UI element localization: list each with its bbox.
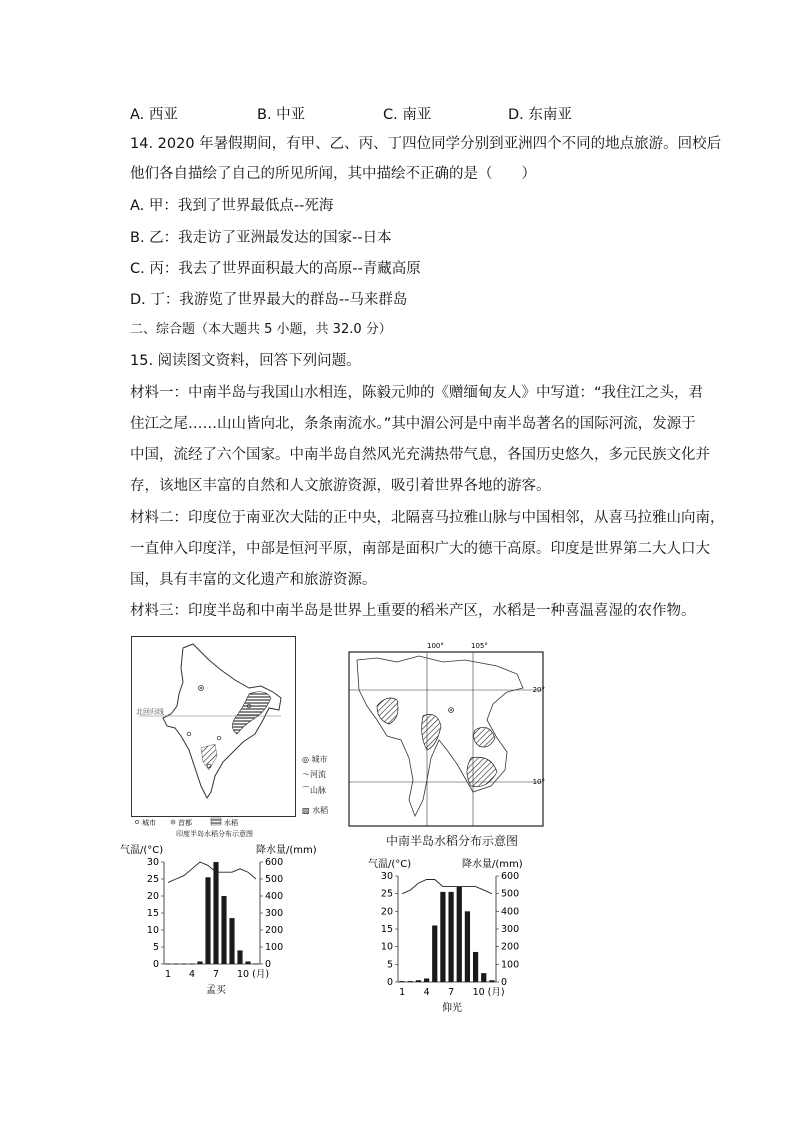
india-map-caption: 印度半岛水稻分布示意图 xyxy=(176,830,253,838)
right-tick-label: 300 xyxy=(265,908,284,919)
precip-bar xyxy=(181,964,186,965)
precip-bar xyxy=(408,981,413,982)
right-tick-label: 600 xyxy=(501,871,520,882)
x-tick-label: 4 xyxy=(423,987,430,998)
precip-bar xyxy=(173,964,178,965)
q14-option-b: B. 乙：我走访了亚洲最发达的国家--日本 xyxy=(130,230,392,246)
precip-bar xyxy=(245,961,250,964)
x-tick-label: 7 xyxy=(213,969,220,980)
mumbai-station-label: 孟买 xyxy=(206,985,226,996)
yangon-left-axis-label: 气温/(°C) xyxy=(368,859,412,870)
q13-option-c: C. 南亚 xyxy=(383,107,432,123)
material1-line2: 住江之尾……山山皆向北，条条南流水。”其中湄公河是中南半岛著名的国际河流，发源于 xyxy=(130,416,696,432)
lon-100-label: 100° xyxy=(427,642,444,650)
precip-bar xyxy=(213,862,218,964)
left-tick-label: 20 xyxy=(146,891,159,902)
right-tick-label: 600 xyxy=(265,857,284,868)
right-tick-label: 500 xyxy=(265,874,284,885)
precip-bar xyxy=(253,963,258,964)
q14-option-a: A. 甲：我到了世界最低点--死海 xyxy=(130,198,334,214)
material2-line3: 国，具有丰富的文化遗产和旅游资源。 xyxy=(130,572,377,588)
precip-bar xyxy=(432,925,437,982)
left-tick-label: 15 xyxy=(146,908,159,919)
q14-stem-line1: 14. 2020 年暑假期间，有甲、乙、丙、丁四位同学分别到亚洲四个不同的地点旅游。回校后 xyxy=(130,136,722,152)
precip-bar xyxy=(473,952,478,982)
climate-chart-yangon xyxy=(362,856,552,1016)
material1-line3: 中国，流经了六个国家。中南半岛自然风光充满热带气息，各国历史悠久，多元民族文化并 xyxy=(130,447,710,463)
left-tick-label: 30 xyxy=(146,857,159,868)
left-tick-label: 15 xyxy=(380,924,393,935)
mumbai-right-axis-label: 降水量/(mm) xyxy=(256,845,317,856)
right-tick-label: 200 xyxy=(501,941,520,953)
mumbai-left-axis-label: 气温/(°C) xyxy=(120,845,164,856)
precip-bar xyxy=(197,961,202,964)
precip-bar xyxy=(489,980,494,982)
tropic-label: 北回归线 xyxy=(136,708,164,716)
left-tick-label: 30 xyxy=(380,871,393,882)
left-tick-label: 5 xyxy=(152,942,159,953)
precip-bar xyxy=(229,918,234,964)
precip-bar xyxy=(416,980,421,982)
precip-bar xyxy=(205,877,210,964)
legend-mountain-item: ⌒山脉 xyxy=(302,786,326,795)
q13-option-d: D. 东南亚 xyxy=(508,107,572,123)
legend-capital: 首都 xyxy=(178,819,192,827)
q14-stem-line2: 他们各自描绘了自己的所见所闻，其中描绘不正确的是（ ） xyxy=(130,166,536,182)
yangon-right-axis-label: 降水量/(mm) xyxy=(462,859,523,870)
temperature-curve xyxy=(168,862,256,882)
right-tick-label: 0 xyxy=(501,977,508,988)
left-tick-label: 0 xyxy=(386,977,393,988)
left-tick-label: 0 xyxy=(152,959,159,970)
left-tick-label: 20 xyxy=(380,906,393,918)
material3-line: 材料三：印度半岛和中南半岛是世界上重要的稻米产区，水稻是一种喜温喜湿的农作物。 xyxy=(130,603,696,619)
legend-river-item: 〜河流 xyxy=(302,770,326,779)
section-heading: 二、综合题（本大题共 5 小题，共 32.0 分） xyxy=(130,322,392,337)
x-tick-label: 4 xyxy=(189,969,196,980)
right-tick-label: 0 xyxy=(265,959,272,970)
precip-bar xyxy=(189,963,194,964)
q13-option-b: B. 中亚 xyxy=(257,107,306,123)
right-tick-label: 400 xyxy=(501,906,520,918)
left-tick-label: 10 xyxy=(380,941,393,953)
yangon-plot xyxy=(381,871,519,998)
q14-option-c: C. 丙：我去了世界面积最大的高原--青藏高原 xyxy=(130,261,421,277)
right-tick-label: 500 xyxy=(501,888,520,900)
indochina-map-caption: 中南半岛水稻分布示意图 xyxy=(386,834,519,848)
q15-stem: 15. 阅读图文资料，回答下列问题。 xyxy=(130,353,361,369)
precip-bar xyxy=(448,892,453,982)
precip-bar xyxy=(465,911,470,982)
legend-city-item: ◎ 城市 xyxy=(302,755,328,764)
right-tick-label: 400 xyxy=(265,891,284,902)
x-tick-label: 10 (月) xyxy=(237,969,270,980)
precip-bar xyxy=(424,978,429,982)
right-tick-label: 300 xyxy=(501,924,520,935)
yangon-station-label: 仰光 xyxy=(442,1003,462,1014)
precip-bar xyxy=(481,973,486,982)
material2-line2: 一直伸入印度洋，中部是恒河平原，南部是面积广大的德干高原。印度是世界第二大人口大 xyxy=(130,541,710,557)
precip-bar xyxy=(399,981,404,982)
legend-rice-item: ▨ 水稻 xyxy=(302,806,329,815)
indochina-rice-map xyxy=(347,640,547,830)
left-tick-label: 25 xyxy=(146,874,159,885)
material2-line1: 材料二：印度位于南亚次大陆的正中央，北隔喜马拉雅山脉与中国相邻，从喜马拉雅山向南， xyxy=(130,510,725,526)
right-tick-label: 100 xyxy=(501,959,520,971)
lat-20-label: 20° xyxy=(532,686,545,694)
legend-rice: 水稻 xyxy=(224,819,238,827)
right-tick-label: 200 xyxy=(265,925,284,936)
q13-option-a: A. 西亚 xyxy=(130,107,178,123)
precip-bar xyxy=(165,963,170,964)
x-tick-label: 10 (月) xyxy=(472,987,505,998)
q14-option-d: D. 丁：我游览了世界最大的群岛--马来群岛 xyxy=(130,292,408,308)
india-rice-map xyxy=(131,636,297,826)
x-tick-label: 7 xyxy=(448,987,455,998)
mumbai-plot xyxy=(147,857,283,980)
temperature-curve xyxy=(402,880,492,894)
material1-line1: 材料一：中南半岛与我国山水相连，陈毅元帅的《赠缅甸友人》中写道：“我住江之头，君 xyxy=(130,385,704,401)
precip-bar xyxy=(221,896,226,964)
left-tick-label: 25 xyxy=(380,888,393,900)
legend-city: 城市 xyxy=(142,819,156,827)
x-tick-label: 1 xyxy=(399,987,406,998)
left-tick-label: 10 xyxy=(146,925,159,936)
lon-105-label: 105° xyxy=(471,642,488,650)
lat-10-label: 10° xyxy=(532,778,545,786)
material1-line4: 存，该地区丰富的自然和人文旅游资源，吸引着世界各地的游客。 xyxy=(130,478,551,494)
climate-chart-mumbai xyxy=(118,842,317,997)
precip-bar xyxy=(237,950,242,964)
precip-bar xyxy=(440,892,445,982)
x-tick-label: 1 xyxy=(165,969,172,980)
right-tick-label: 100 xyxy=(265,942,284,953)
left-tick-label: 5 xyxy=(386,959,393,971)
precip-bar xyxy=(457,887,462,982)
